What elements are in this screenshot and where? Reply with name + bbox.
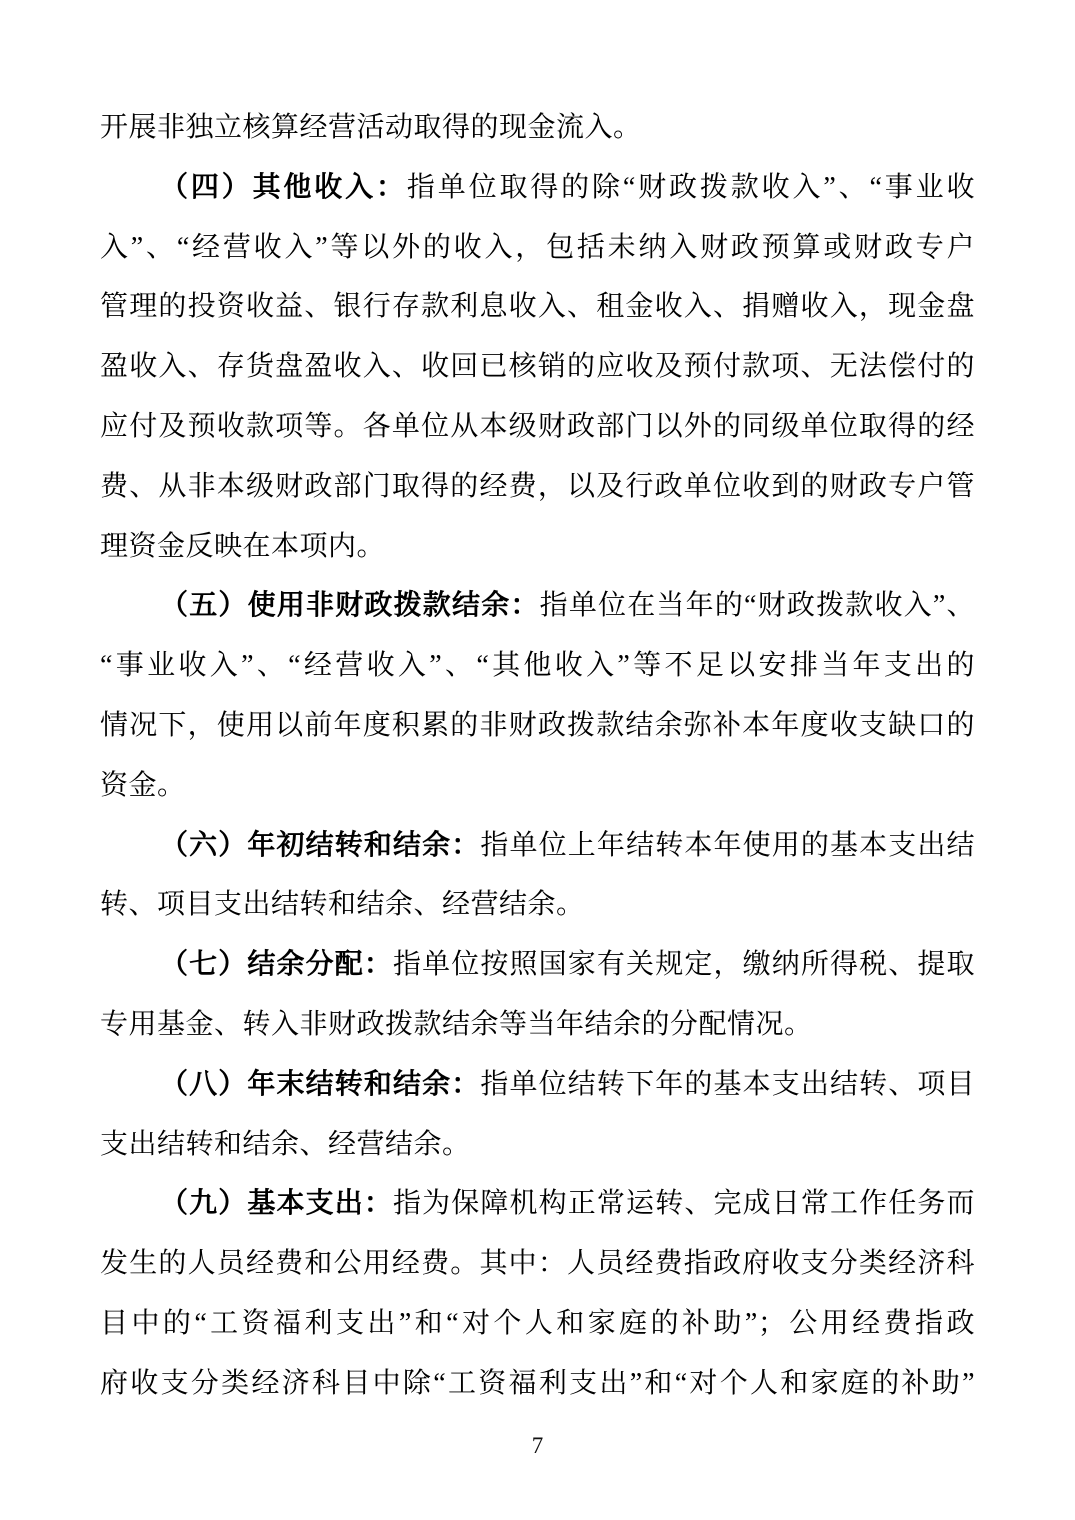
text-line	[100, 218, 975, 278]
paragraph-heading: （九）基本支出：	[160, 1188, 394, 1220]
text-line	[100, 517, 975, 577]
body-text: 府收支分类经济科目中除“工资福利支出”和“对个人和家庭的补助”	[100, 1367, 975, 1399]
body-text: 盈收入、存货盘盈收入、收回已核销的应收及预付款项、无法偿付的	[100, 351, 975, 383]
body-text: “事业收入”、“经营收入”、“其他收入”等不足以安排当年支出的	[100, 650, 975, 682]
page-number: 7	[531, 1433, 544, 1458]
body-text: 指单位上年结转本年使用的基本支出结	[480, 829, 975, 861]
text-line	[100, 397, 975, 457]
body-text: 开展非独立核算经营活动取得的现金流入。	[100, 112, 642, 143]
text-line	[100, 1234, 975, 1294]
text-line	[100, 1174, 975, 1234]
text-line	[100, 756, 975, 816]
body-text: 情况下，使用以前年度积累的非财政拨款结余弥补本年度收支缺口的	[100, 709, 975, 741]
text-line	[100, 98, 975, 158]
text-line	[100, 158, 975, 218]
text-line	[100, 1294, 975, 1354]
body-text: 理资金反映在本项内。	[100, 530, 386, 562]
text-line	[100, 995, 975, 1055]
text-line	[100, 875, 975, 935]
text-line	[100, 696, 975, 756]
body-text: 指单位按照国家有关规定，缴纳所得税、提取	[393, 949, 975, 981]
body-text: 指单位在当年的“财政拨款收入”、	[539, 590, 975, 622]
body-text: 管理的投资收益、银行存款利息收入、租金收入、捐赠收入，现金盘	[100, 291, 975, 323]
body-text: 指单位取得的除“财政拨款收入”、“事业收	[406, 171, 975, 203]
text-line	[100, 935, 975, 995]
body-text: 支出结转和结余、经营结余。	[100, 1128, 471, 1160]
paragraph-heading: （四）其他收入：	[160, 171, 407, 203]
body-text: 专用基金、转入非财政拨款结余等当年结余的分配情况。	[100, 1008, 813, 1040]
paragraph-heading: （五）使用非财政拨款结余：	[160, 590, 540, 622]
body-text: 资金。	[100, 769, 186, 801]
body-text: 费、从非本级财政部门取得的经费，以及行政单位收到的财政专户管	[100, 470, 975, 502]
body-text: 指单位结转下年的基本支出结转、项目	[480, 1068, 975, 1100]
document-body	[100, 98, 975, 1414]
text-line	[100, 277, 975, 337]
body-text: 指为保障机构正常运转、完成日常工作任务而	[393, 1188, 975, 1220]
paragraph-heading: （八）年末结转和结余：	[160, 1068, 481, 1100]
body-text: 目中的“工资福利支出”和“对个人和家庭的补助”；公用经费指政	[100, 1307, 975, 1339]
body-text: 应付及预收款项等。各单位从本级财政部门以外的同级单位取得的经	[100, 410, 975, 442]
body-text: 入”、“经营收入”等以外的收入，包括未纳入财政预算或财政专户	[100, 231, 975, 263]
text-line	[100, 1115, 975, 1175]
text-line	[100, 457, 975, 517]
body-text: 转、项目支出结转和结余、经营结余。	[100, 889, 585, 921]
text-line	[100, 1055, 975, 1115]
text-line	[100, 337, 975, 397]
text-line	[100, 816, 975, 876]
paragraph-heading: （七）结余分配：	[160, 949, 394, 981]
text-line	[100, 1354, 975, 1414]
body-text: 发生的人员经费和公用经费。其中：人员经费指政府收支分类经济科	[100, 1248, 975, 1280]
text-line	[100, 636, 975, 696]
paragraph-heading: （六）年初结转和结余：	[160, 829, 481, 861]
text-line	[100, 576, 975, 636]
